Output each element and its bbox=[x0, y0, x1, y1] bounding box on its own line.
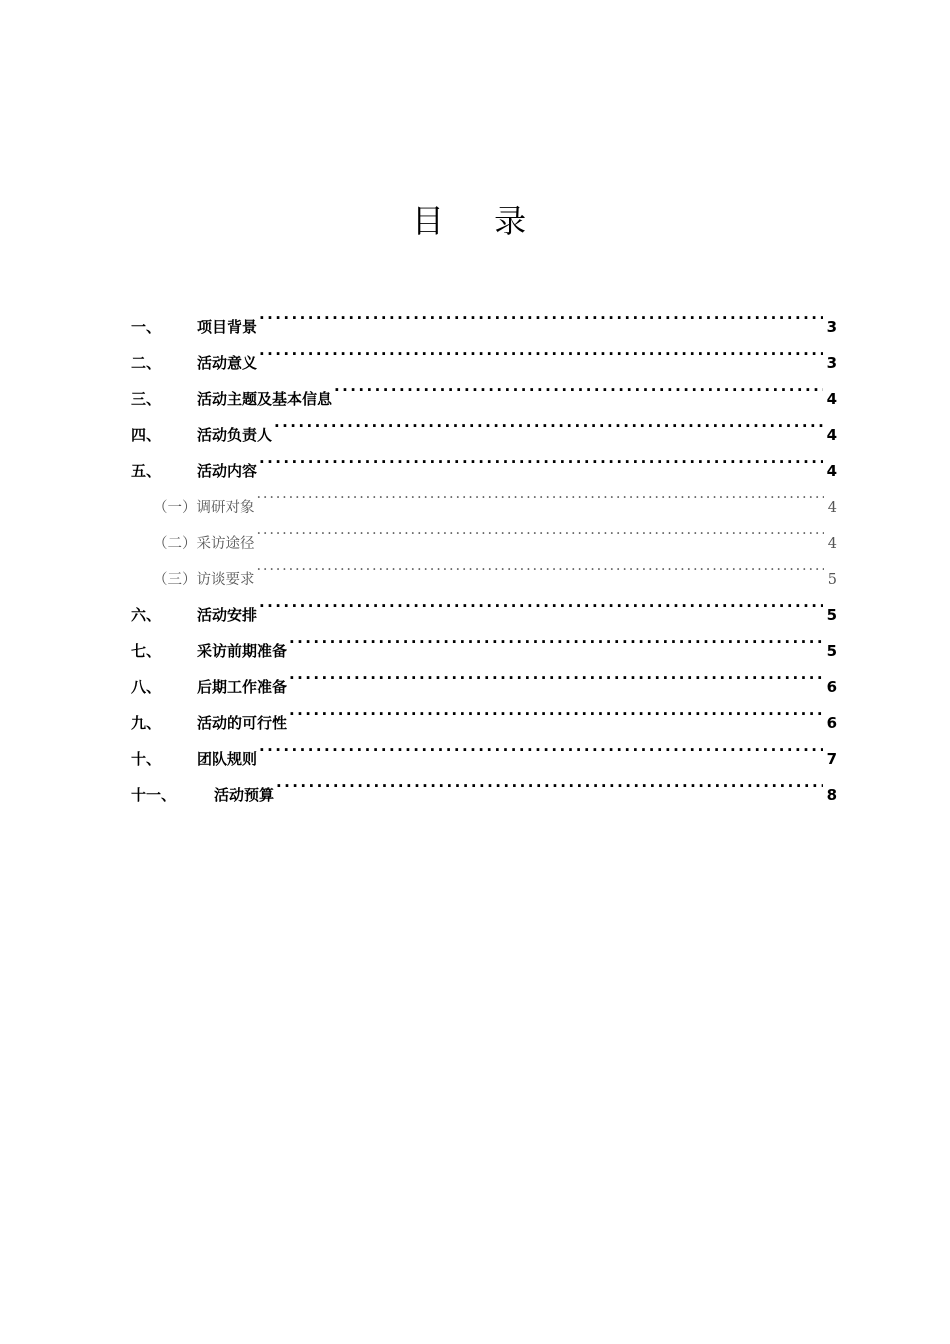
toc-entry-page: 6 bbox=[826, 678, 837, 696]
toc-subentry-number: （二） bbox=[153, 536, 197, 552]
toc-dot-leader bbox=[259, 584, 823, 620]
toc-entry-title: 活动主题及基本信息 bbox=[197, 390, 333, 408]
toc-subentry-number: （一） bbox=[153, 500, 197, 516]
toc-subentry-number: （三） bbox=[153, 572, 197, 588]
toc-dot-leader bbox=[276, 764, 823, 800]
toc-entry-page: 5 bbox=[826, 606, 837, 624]
toc-entry-title: 采访前期准备 bbox=[197, 642, 288, 660]
toc-entry-title: 团队规则 bbox=[197, 750, 258, 768]
toc-entry-page: 3 bbox=[826, 318, 837, 336]
toc-dot-leader bbox=[259, 332, 823, 368]
toc-entry-title: 活动的可行性 bbox=[197, 714, 288, 732]
toc-entry-title: 后期工作准备 bbox=[197, 678, 288, 696]
toc-entry-title: 项目背景 bbox=[197, 318, 258, 336]
toc-entry-page: 4 bbox=[826, 426, 837, 444]
toc-dot-leader bbox=[257, 476, 824, 512]
toc-subentry-page: 4 bbox=[827, 536, 837, 552]
toc-dot-leader bbox=[257, 512, 824, 548]
toc-dot-leader bbox=[274, 404, 823, 440]
page-title: 目 录 bbox=[411, 202, 547, 240]
toc-subentry-title: 访谈要求 bbox=[196, 572, 255, 588]
toc-entry-number: 一、 bbox=[131, 318, 162, 336]
toc-entry-number: 八、 bbox=[131, 678, 162, 696]
table-of-contents bbox=[131, 296, 837, 804]
toc-entry-number: 四、 bbox=[131, 426, 162, 444]
toc-dot-leader bbox=[259, 296, 823, 332]
toc-dot-leader bbox=[259, 440, 823, 476]
toc-dot-leader bbox=[289, 656, 823, 692]
toc-entry-page: 3 bbox=[826, 354, 837, 372]
toc-entry-number: 五、 bbox=[131, 462, 162, 480]
toc-entry-number: 七、 bbox=[131, 642, 162, 660]
toc-entry-number: 十一、 bbox=[131, 786, 177, 804]
toc-entry-page: 4 bbox=[826, 462, 837, 480]
toc-entry-page: 8 bbox=[826, 786, 837, 804]
toc-subentry-title: 调研对象 bbox=[196, 500, 255, 516]
toc-entry-title: 活动预算 bbox=[214, 786, 275, 804]
toc-entry-number: 十、 bbox=[131, 750, 162, 768]
toc-entry-number: 九、 bbox=[131, 714, 162, 732]
toc-entry-title: 活动意义 bbox=[197, 354, 258, 372]
toc-entry-page: 5 bbox=[826, 642, 837, 660]
toc-dot-leader bbox=[289, 620, 823, 656]
toc-subentry-page: 4 bbox=[827, 500, 837, 516]
toc-dot-leader bbox=[334, 368, 823, 404]
toc-entry-page: 6 bbox=[826, 714, 837, 732]
toc-subentry-page: 5 bbox=[827, 572, 837, 588]
toc-dot-leader bbox=[259, 728, 823, 764]
toc-entry-title: 活动安排 bbox=[197, 606, 258, 624]
toc-dot-leader bbox=[257, 548, 824, 584]
toc-entry-page: 7 bbox=[826, 750, 837, 768]
toc-entry-title: 活动负责人 bbox=[197, 426, 273, 444]
toc-entry-number: 六、 bbox=[131, 606, 162, 624]
toc-dot-leader bbox=[289, 692, 823, 728]
toc-entry-number: 三、 bbox=[131, 390, 162, 408]
toc-entry-title: 活动内容 bbox=[197, 462, 258, 480]
toc-entry-1[interactable] bbox=[131, 296, 837, 336]
toc-subentry-title: 采访途径 bbox=[196, 536, 255, 552]
toc-entry-number: 二、 bbox=[131, 354, 162, 372]
toc-entry-page: 4 bbox=[826, 390, 837, 408]
